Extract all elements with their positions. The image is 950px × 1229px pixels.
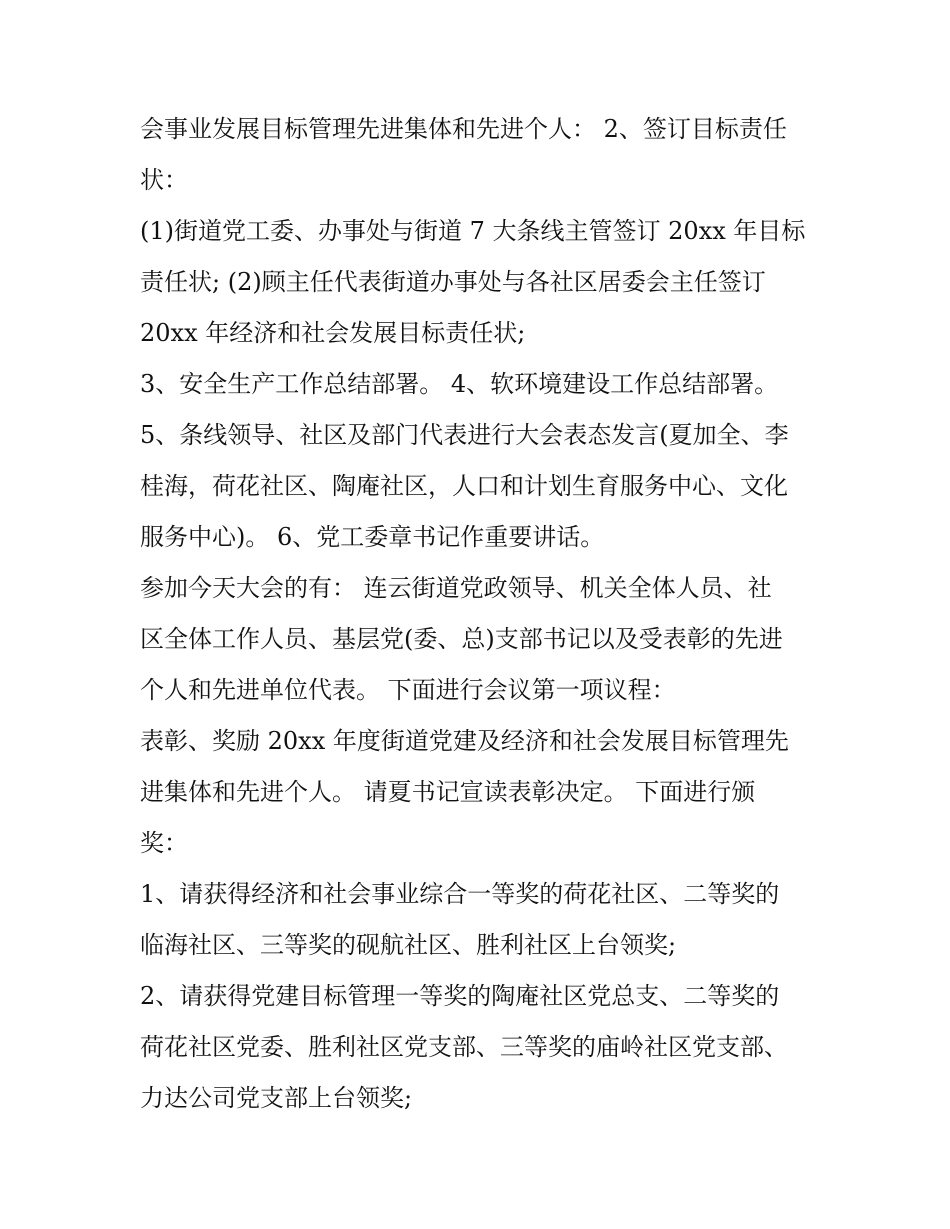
text-line: 桂海，荷花社区、陶庵社区，人口和计划生育服务中心、文化 — [140, 472, 788, 500]
text-line: 状： — [140, 166, 188, 194]
text-line: 服务中心)。 6、党工委章书记作重要讲话。 — [140, 523, 605, 551]
text-line: 个人和先进单位代表。 下面进行会议第一项议程： — [140, 676, 676, 704]
text-line: 2、请获得党建目标管理一等奖的陶庵社区党总支、二等奖的 — [140, 982, 780, 1010]
text-line: 5、条线领导、社区及部门代表进行大会表态发言(夏加全、李 — [140, 421, 789, 449]
text-line: (1)街道党工委、办事处与街道 7 大条线主管签订 20xx 年目标 — [140, 217, 806, 245]
text-line: 临海社区、三等奖的砚航社区、胜利社区上台领奖; — [140, 931, 677, 959]
text-line: 区全体工作人员、基层党(委、总)支部书记以及受表彰的先进 — [140, 625, 783, 653]
document-body — [140, 104, 820, 1124]
text-line: 20xx 年经济和社会发展目标责任状; — [140, 319, 526, 347]
text-line: 进集体和先进个人。 请夏书记宣读表彰决定。 下面进行颁 — [140, 778, 756, 806]
text-line: 1、请获得经济和社会事业综合一等奖的荷花社区、二等奖的 — [140, 880, 780, 908]
text-line: 表彰、奖励 20xx 年度街道党建及经济和社会发展目标管理先 — [140, 727, 789, 755]
text-line: 3、安全生产工作总结部署。 4、软环境建设工作总结部署。 — [140, 370, 779, 398]
text-line: 力达公司党支部上台领奖; — [140, 1084, 413, 1112]
text-line: 会事业发展目标管理先进集体和先进个人： 2、签订目标责任 — [140, 115, 787, 143]
text-line: 荷花社区党委、胜利社区党支部、三等奖的庙岭社区党支部、 — [140, 1033, 788, 1061]
text-line: 奖： — [140, 829, 188, 857]
text-line: 责任状; (2)顾主任代表街道办事处与各社区居委会主任签订 — [140, 268, 766, 296]
text-line: 参加今天大会的有： 连云街道党政领导、机关全体人员、社 — [140, 574, 772, 602]
